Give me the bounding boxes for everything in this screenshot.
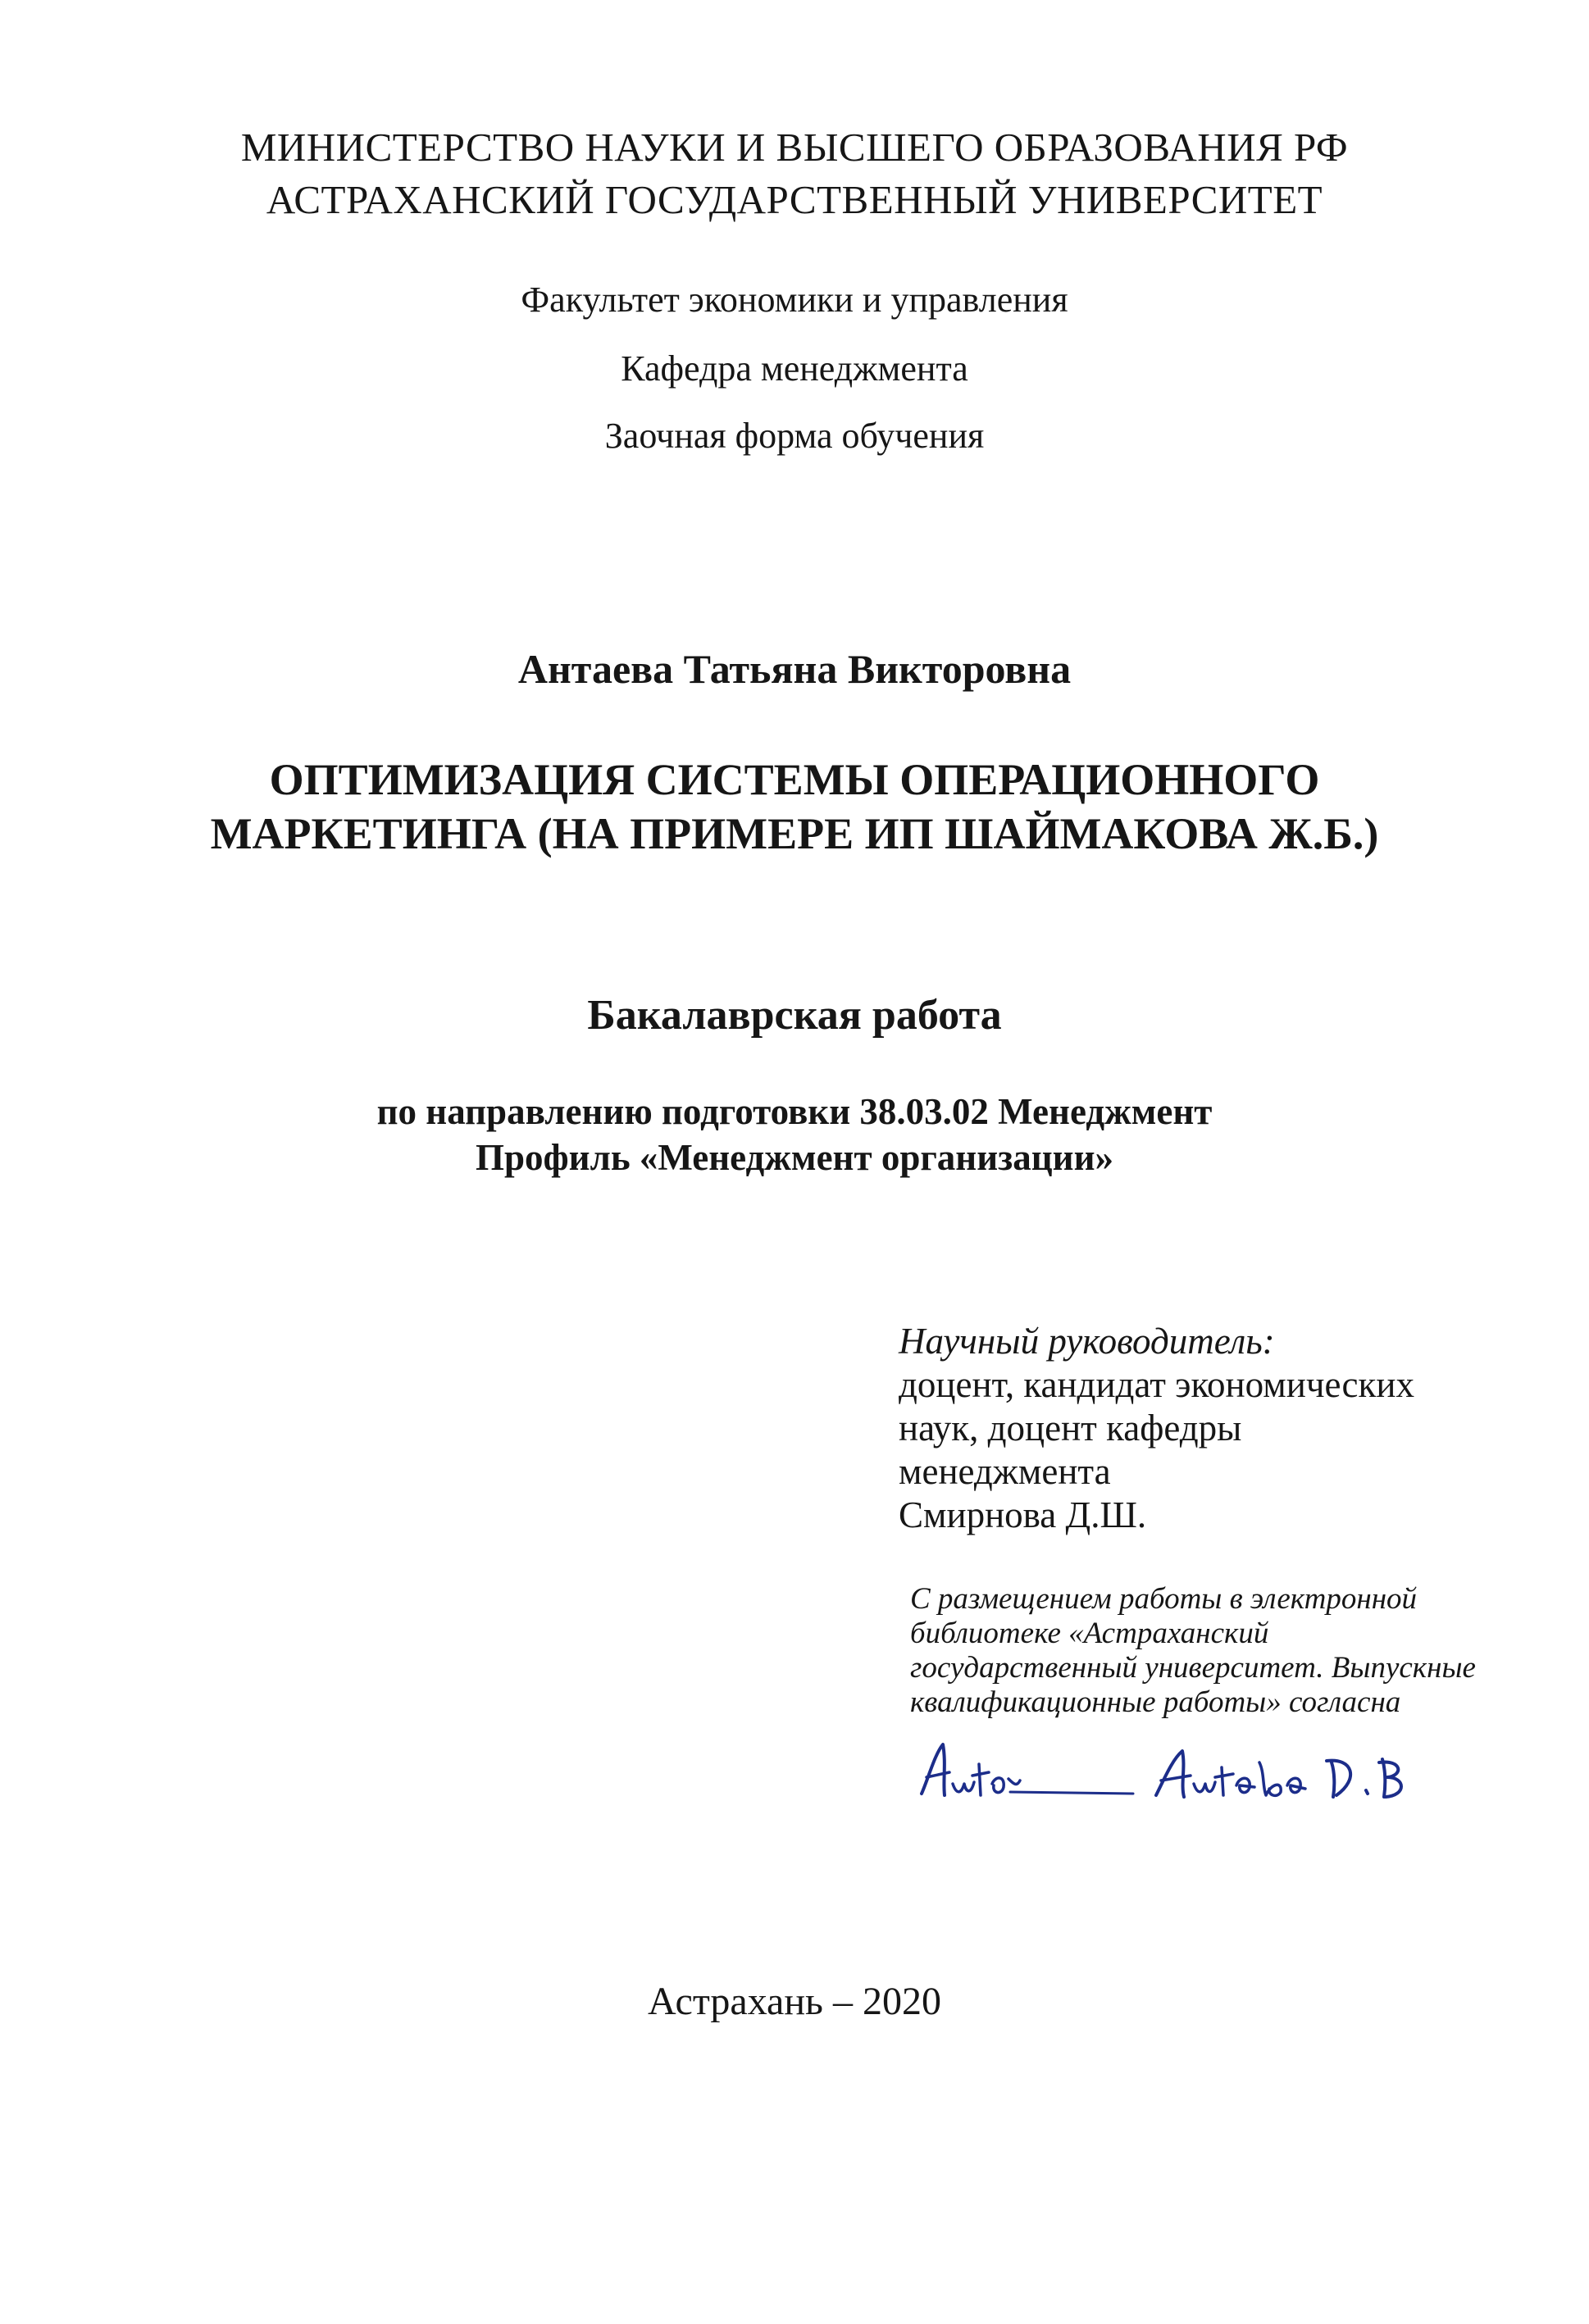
study-profile: Профиль «Менеджмент организации» [475, 1137, 1114, 1178]
consent-line-1: С размещением работы в электронной [910, 1582, 1418, 1616]
university-name: АСТРАХАНСКИЙ ГОСУДАРСТВЕННЫЙ УНИВЕРСИТЕТ [266, 177, 1323, 222]
work-type: Бакалаврская работа [587, 992, 1002, 1039]
study-direction: по направлению подготовки 38.03.02 Менеджмент [376, 1091, 1213, 1132]
city-and-year: Астрахань – 2020 [648, 1980, 941, 2023]
consent-line-3: государственный университет. Выпускные [910, 1651, 1476, 1685]
author-name: Антаева Татьяна Викторовна [517, 646, 1072, 692]
handwritten-signature [910, 1730, 1500, 1820]
study-form: Заочная форма обучения [604, 416, 985, 456]
thesis-title-line-2: МАРКЕТИНГА (НА ПРИМЕРЕ ИП ШАЙМАКОВА Ж.Б.) [210, 809, 1379, 858]
supervisor-name: Смирнова Д.Ш. [899, 1494, 1147, 1535]
consent-statement [910, 1582, 1550, 1720]
faculty-name: Факультет экономики и управления [521, 280, 1068, 320]
supervisor-title-line-3: менеджмента [899, 1451, 1111, 1492]
ministry-name: МИНИСТЕРСТВО НАУКИ И ВЫСШЕГО ОБРАЗОВАНИЯ РФ [240, 125, 1349, 170]
thesis-title-line-1: ОПТИМИЗАЦИЯ СИСТЕМЫ ОПЕРАЦИОННОГО [269, 755, 1320, 804]
supervisor-title-line-1: доцент, кандидат экономических [899, 1364, 1414, 1405]
consent-line-4: квалификационные работы» согласна [910, 1685, 1401, 1719]
supervisor-block [899, 1320, 1522, 1537]
supervisor-title-line-2: наук, доцент кафедры [899, 1408, 1242, 1449]
consent-line-2: библиотеке «Астраханский [910, 1617, 1269, 1650]
department-name: Кафедра менеджмента [621, 348, 968, 389]
supervisor-caption: Научный руководитель: [899, 1321, 1275, 1362]
